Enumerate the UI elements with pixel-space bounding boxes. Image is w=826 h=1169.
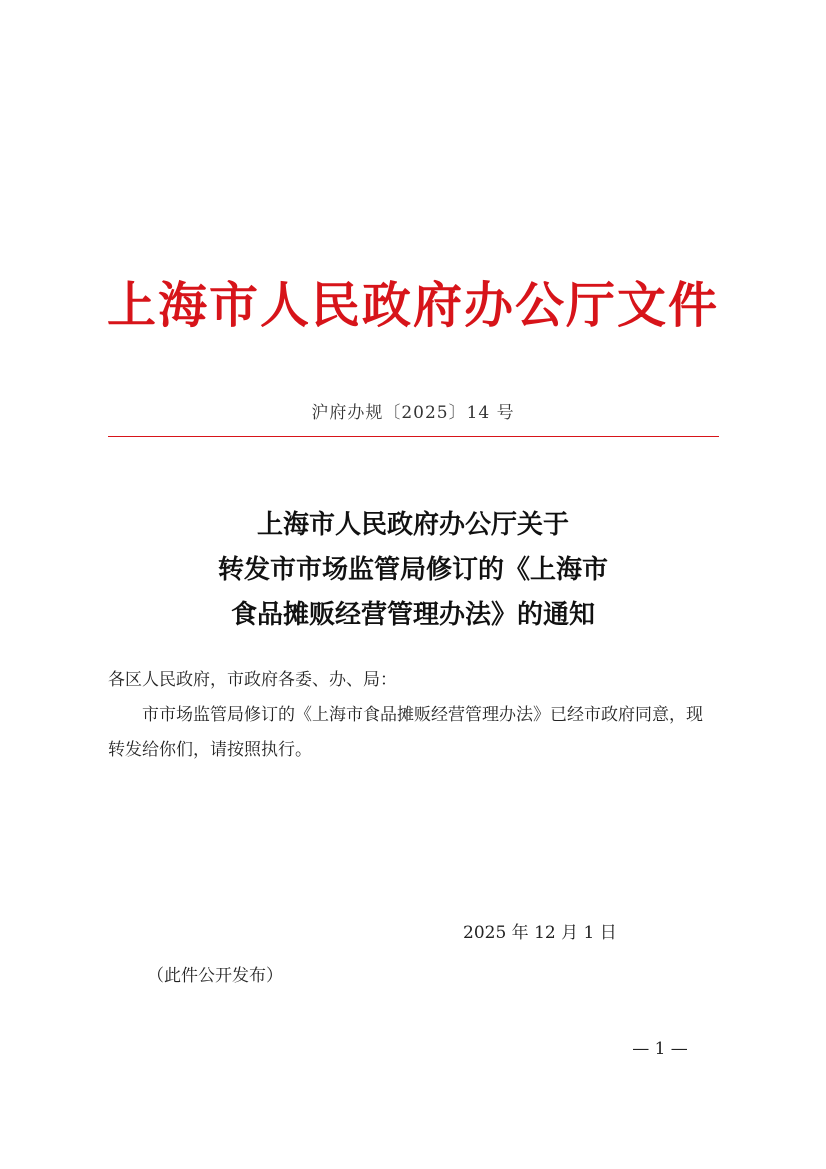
- document-number: 沪府办规〔2025〕14 号: [311, 403, 515, 423]
- issue-date: 2025 年 12 月 1 日: [463, 923, 617, 943]
- title-line-3: 食品摊贩经营管理办法》的通知: [230, 600, 595, 630]
- title-line-2: 转发市市场监管局修订的《上海市: [217, 555, 608, 585]
- release-note: （此件公开发布）: [147, 966, 283, 986]
- body-paragraph: 市市场监管局修订的《上海市食品摊贩经营管理办法》已经市政府同意，现转发给你们，请按照执行。: [108, 705, 703, 760]
- red-divider: [108, 436, 719, 437]
- document-title: [0, 503, 826, 638]
- salutation: 各区人民政府，市政府各委、办、局：: [108, 670, 397, 690]
- page-number: — 1 —: [632, 1039, 688, 1059]
- document-body: [108, 663, 719, 768]
- title-line-1: 上海市人民政府办公厅关于: [256, 510, 569, 540]
- masthead-title: 上海市人民政府办公厅文件: [106, 276, 719, 334]
